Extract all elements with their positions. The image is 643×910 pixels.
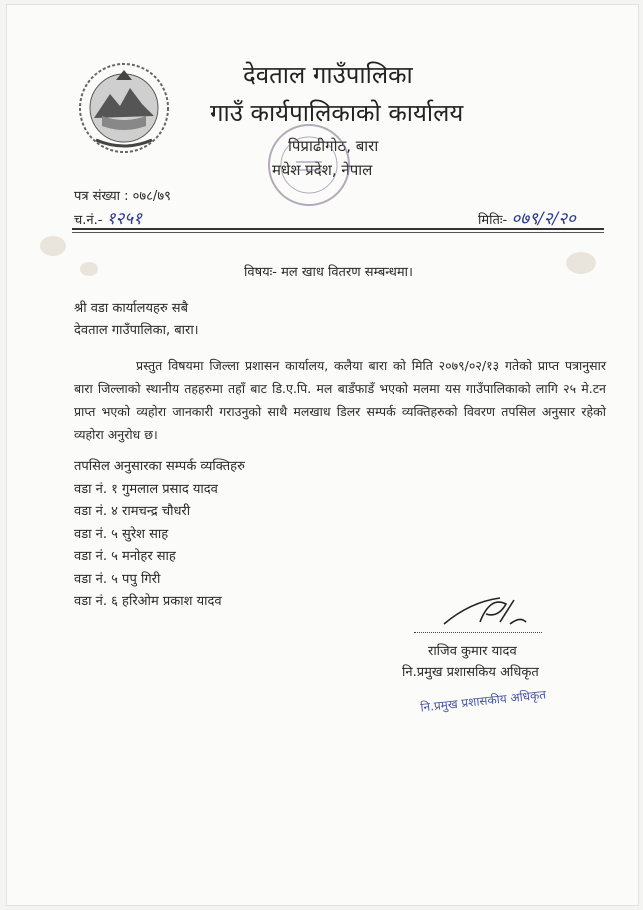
patra-sankhya-label: पत्र संख्या :	[74, 189, 129, 204]
signatory-title: नि.प्रमुख प्रशासकिय अधिकृत	[402, 665, 539, 680]
list-item: वडा नं. ५ मनोहर साह	[74, 549, 176, 564]
list-item: वडा नं. ५ सुरेश साह	[74, 526, 169, 542]
list-item: वडा नं. १ गुमलाल प्रसाद यादव	[74, 481, 218, 497]
list-item: वडा नं. ५ पपु गिरी	[74, 571, 161, 587]
office-province: मधेश प्रदेश, नेपाल	[272, 161, 373, 179]
letter-date	[478, 206, 576, 229]
list-item: वडा नं. ४ रामचन्द्र चौधरी	[74, 504, 191, 519]
office-seal-icon	[266, 122, 352, 208]
patra-sankhya-value: ०७८/७९	[132, 189, 171, 204]
paper-stain	[566, 252, 596, 274]
chalani-value: १२५१	[106, 209, 142, 229]
chalani-label: च.नं.-	[74, 213, 103, 228]
office-location: पिप्राढीगोठ, बारा	[288, 137, 379, 155]
designation-stamp: नि.प्रमुख प्रशासकीय अधिकृत	[419, 687, 547, 715]
handwritten-signature-icon	[440, 592, 530, 632]
patra-sankhya	[74, 186, 171, 204]
nepal-emblem-icon	[76, 60, 172, 156]
date-label: मितिः-	[478, 213, 508, 228]
signatory-name: राजिव कुमार यादव	[428, 644, 517, 659]
addressee-line-1: श्री वडा कार्यालयहरु सबै	[74, 301, 189, 316]
letter-subject: विषयः- मल खाध वितरण सम्बन्धमा।	[244, 265, 413, 280]
signature-line	[414, 632, 542, 633]
header-divider	[72, 228, 604, 230]
addressee-line-2: देवताल गाउँपालिका, बारा।	[74, 323, 199, 338]
chalani-number	[74, 206, 142, 229]
office-name: गाउँ कार्यपालिकाको कार्यालय	[210, 99, 464, 127]
contact-list-heading: तपसिल अनुसारका सम्पर्क व्यक्तिहरु	[74, 459, 245, 474]
date-value: ०७९/२/२०	[511, 209, 576, 229]
header-divider-thin	[72, 232, 604, 233]
paper-stain	[80, 262, 98, 276]
list-item: वडा नं. ६ हरिओम प्रकाश यादव	[74, 594, 222, 609]
letter-body: प्रस्तुत विषयमा जिल्ला प्रशासन कार्यालय, कलैया बारा को मिति २०७९/०२/१३ गतेको प्राप्त पत्रानुसार बारा जिल्लाको स्थानीय तहहरुमा तहाँ बाट डि.ए.पि. मल बाडँफाडँ भएको मलमा यस गाउँपालिकाको लागि २५ मे.टन प्राप्त भएको व्यहोरा जानकारी गराउनुको साथै मलखाध डिलर सम्पर्क व्यक्तिहरुको विवरण तपसिल अनुसार रहेको व्यहोरा अनुरोध छ।	[74, 358, 606, 442]
paper-stain	[40, 236, 66, 256]
municipality-name: देवताल गाउँपालिका	[243, 61, 413, 89]
contact-list	[74, 456, 245, 614]
